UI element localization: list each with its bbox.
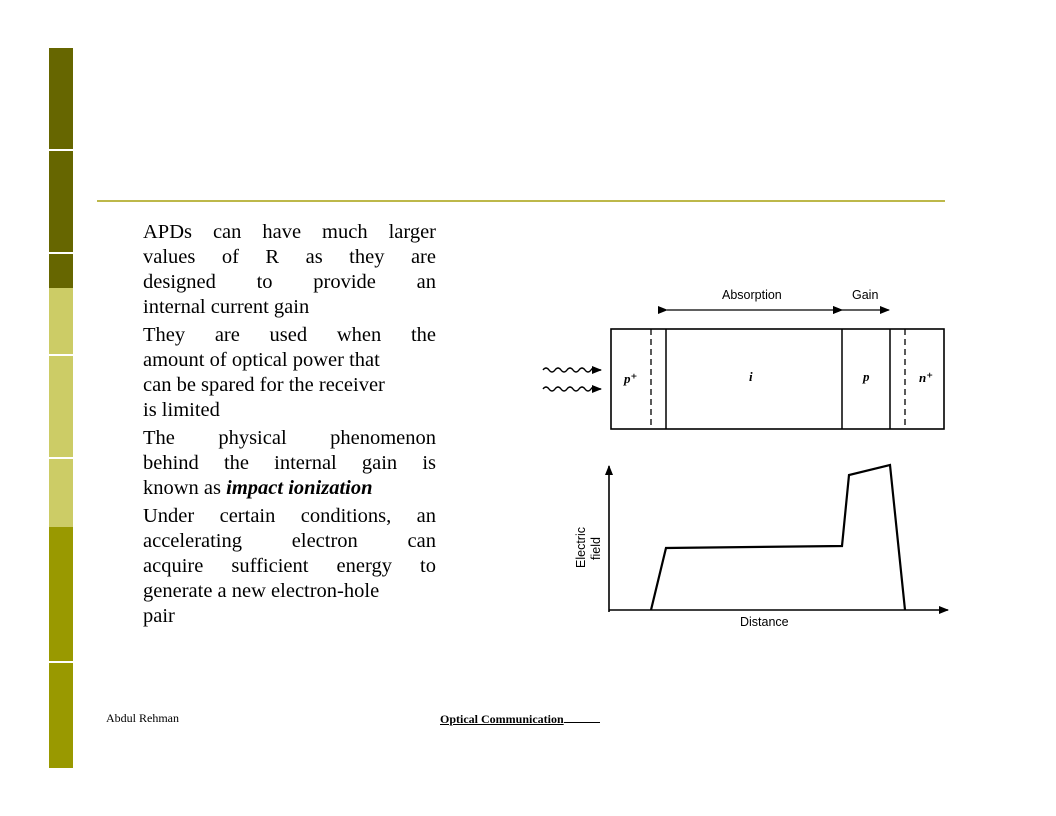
electric-field-profile <box>651 465 905 610</box>
sidebar-segment-light <box>49 288 73 354</box>
absorption-label: Absorption <box>722 288 782 302</box>
bullet-line: accelerating electron can <box>143 530 436 552</box>
bullet-line: APDs can have much larger <box>143 221 436 243</box>
bullet-line: The physical phenomenon <box>143 427 436 449</box>
footer-underline <box>564 711 600 723</box>
bullet-line: amount of optical power that <box>143 349 380 371</box>
region-p-label: p <box>863 369 870 384</box>
sidebar-segment-mid <box>49 663 73 768</box>
sidebar-segment-dark <box>49 48 73 149</box>
device-outline <box>611 329 944 429</box>
sidebar-segment-light <box>49 459 73 527</box>
bullet-paragraph <box>143 504 436 629</box>
gain-label: Gain <box>852 288 879 302</box>
bullet-line: generate a new electron-hole <box>143 580 380 602</box>
region-n-plus-label: n⁺ <box>919 370 934 385</box>
bullet-line: is limited <box>143 399 220 421</box>
footer-course <box>440 711 600 727</box>
title-rule <box>97 200 945 202</box>
bullet-line: internal current gain <box>143 296 310 318</box>
sidebar-segment-dark <box>49 151 73 252</box>
apd-field-diagram <box>530 270 960 640</box>
bullet-line: designed to provide an <box>143 271 436 293</box>
sidebar-segment-dark <box>49 254 73 288</box>
footer-course-text: Optical Communication <box>440 712 564 726</box>
emphasis-text: impact ionization <box>226 477 373 499</box>
bullet-line: Under certain conditions, an <box>143 505 436 527</box>
x-axis-label: Distance <box>740 615 789 629</box>
bullet-line: pair <box>143 605 175 627</box>
y-axis-label-line1: Electric <box>574 527 588 568</box>
bullet-paragraph <box>143 220 436 320</box>
bullet-line: behind the internal gain is <box>143 452 436 474</box>
bullet-text: known as <box>143 477 222 499</box>
bullet-line: can be spared for the receiver <box>143 374 385 396</box>
bullet-line: acquire sufficient energy to <box>143 555 436 577</box>
bullet-list <box>143 220 436 632</box>
y-axis-label-line2: field <box>589 537 603 560</box>
region-i-label: i <box>749 369 753 384</box>
sidebar-segment-light <box>49 356 73 457</box>
footer-author: Abdul Rehman <box>106 711 179 725</box>
incident-light-icon <box>543 368 601 391</box>
region-p-plus-label: p⁺ <box>624 371 638 386</box>
bullet-line: They are used when the <box>143 324 436 346</box>
bullet-line: values of R as they are <box>143 246 436 268</box>
bullet-paragraph <box>143 426 436 501</box>
bullet-line-with-emphasis <box>143 476 436 501</box>
sidebar-segment-mid <box>49 527 73 661</box>
bullet-paragraph <box>143 323 436 423</box>
sidebar-decoration <box>49 48 73 768</box>
